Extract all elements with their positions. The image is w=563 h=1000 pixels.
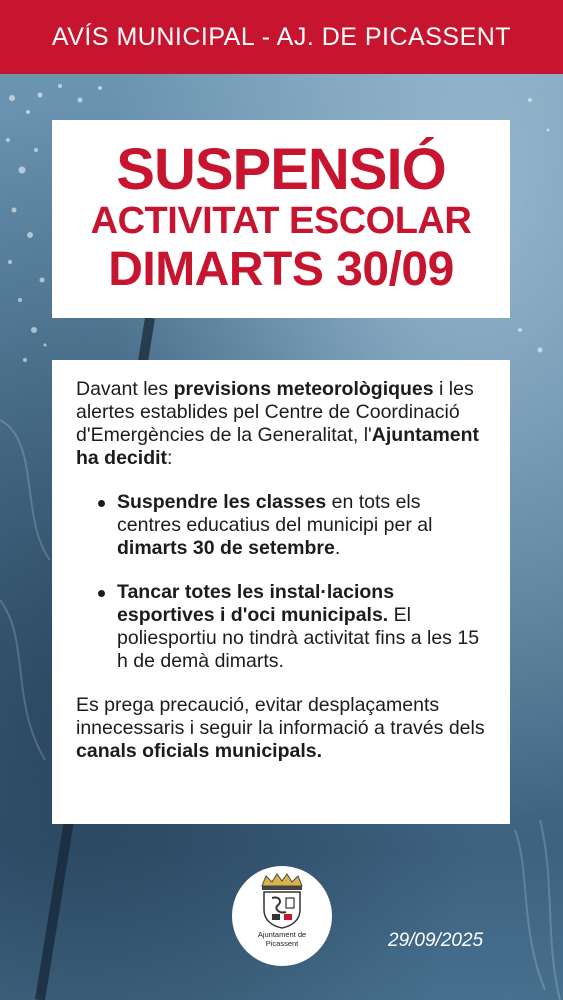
- seal-label-line-2: Picassent: [265, 939, 299, 948]
- bullet-highlight: Suspendre les classes: [117, 491, 327, 513]
- coat-of-arms-icon: [256, 872, 308, 930]
- bullet-text: en tots els centres educatius del municipi per al: [117, 491, 433, 536]
- seal-label-line-1: Ajuntament de: [257, 930, 307, 939]
- notice-box: [52, 360, 510, 824]
- headline-box: [52, 120, 510, 318]
- closing-highlight: canals oficials municipals.: [76, 740, 323, 762]
- notice-intro: [76, 378, 488, 470]
- headline-line-1: SUSPENSIÓ: [116, 137, 446, 202]
- list-item: [76, 581, 488, 673]
- intro-highlight: Ajuntament ha decidit: [76, 424, 480, 469]
- closing-text: Es prega precaució, evitar desplaçaments innecessaris i seguir la informació a través dels: [76, 694, 485, 739]
- notice-closing: [76, 694, 488, 763]
- intro-highlight: previsions meteorològiques: [173, 378, 434, 400]
- headline-line-3: DIMARTS 30/09: [108, 243, 454, 296]
- intro-text: i les alertes establides pel Centre de Coordinació d'Emergències de la Generalitat, l': [76, 378, 474, 446]
- header-title: AVÍS MUNICIPAL - AJ. DE PICASSENT: [51, 22, 512, 51]
- municipal-seal-logo: [232, 866, 332, 966]
- intro-text: Davant les: [76, 378, 174, 400]
- bullet-highlight: dimarts 30 de setembre: [117, 537, 335, 559]
- headline-line-2: ACTIVITAT ESCOLAR: [90, 200, 472, 242]
- bullet-highlight: Tancar totes les instal·lacions esportives i d'oci municipals.: [117, 581, 395, 626]
- bullet-text: El poliesportiu no tindrà activitat fins a les 15 h de demà dimarts.: [117, 604, 480, 672]
- bullet-text: .: [334, 537, 341, 559]
- measures-list: [76, 491, 488, 673]
- intro-text: :: [167, 447, 173, 469]
- list-item: [76, 491, 488, 560]
- publication-date: 29/09/2025: [388, 930, 484, 951]
- header-banner: [0, 0, 563, 74]
